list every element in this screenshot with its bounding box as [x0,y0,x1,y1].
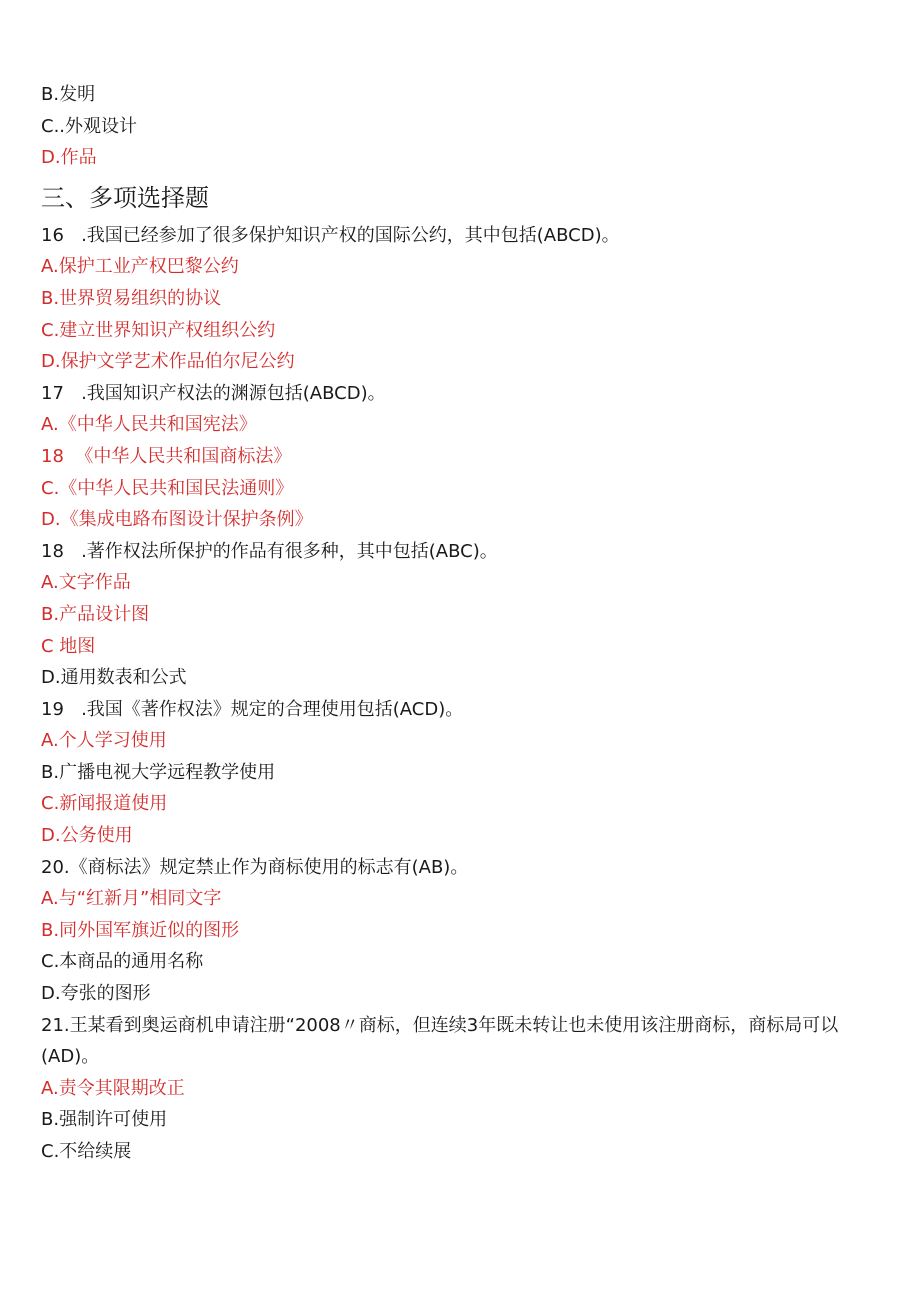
option-line: C 地图 [41,635,96,657]
option-line: B.世界贸易组织的协议 [41,287,222,309]
option-line: A.《中华人民共和国宪法》 [41,414,257,436]
question-line: 21.王某看到奥运商机申请注册“2008〃商标，但连续3年既未转让也未使用该注册商标，商标局可以(AD)。 [41,1014,839,1068]
option-line: A.与“红新月”相同文字 [41,888,222,910]
option-line: B.同外国军旗近似的图形 [41,919,240,941]
option-line: C..外观设计 [41,115,138,137]
option-line: C.新闻报道使用 [41,793,168,815]
option-line: C.建立世界知识产权组织公约 [41,319,276,341]
option-line: D.作品 [41,147,97,169]
question-line: 18 .著作权法所保护的作品有很多种，其中包括(ABC)。 [41,540,498,562]
question-line: 17 .我国知识产权法的渊源包括(ABCD)。 [41,382,386,404]
option-line: A.文字作品 [41,572,131,594]
section-heading: 三、多项选择题 [41,183,209,212]
option-line: D.保护文学艺术作品伯尔尼公约 [41,351,295,373]
option-line: C.《中华人民共和国民法通则》 [41,477,294,499]
question-line: 16 .我国已经参加了很多保护知识产权的国际公约，其中包括(ABCD)。 [41,224,620,246]
option-line: D.通用数表和公式 [41,667,187,689]
option-line: B.广播电视大学远程教学使用 [41,761,276,783]
option-line: B.强制许可使用 [41,1109,168,1131]
option-line: A.责令其限期改正 [41,1077,185,1099]
question-line: 19 .我国《著作权法》规定的合理使用包括(ACD)。 [41,698,464,720]
option-line: D.夸张的图形 [41,983,151,1005]
option-line: 18 《中华人民共和国商标法》 [41,445,292,467]
option-line: D.公务使用 [41,825,133,847]
question-line: 20.《商标法》规定禁止作为商标使用的标志有(AB)。 [41,856,469,878]
option-line: A.个人学习使用 [41,730,167,752]
option-list-previous [41,79,881,174]
option-line: A.保护工业产权巴黎公约 [41,256,239,278]
option-line: B.发明 [41,84,96,105]
document-page [41,79,881,1168]
option-line: C.本商品的通用名称 [41,951,204,973]
option-line: D.《集成电路布图设计保护条例》 [41,509,313,531]
option-line: B.产品设计图 [41,603,150,625]
multiple-choice-section [41,220,881,1168]
option-line: C.不给续展 [41,1141,132,1162]
